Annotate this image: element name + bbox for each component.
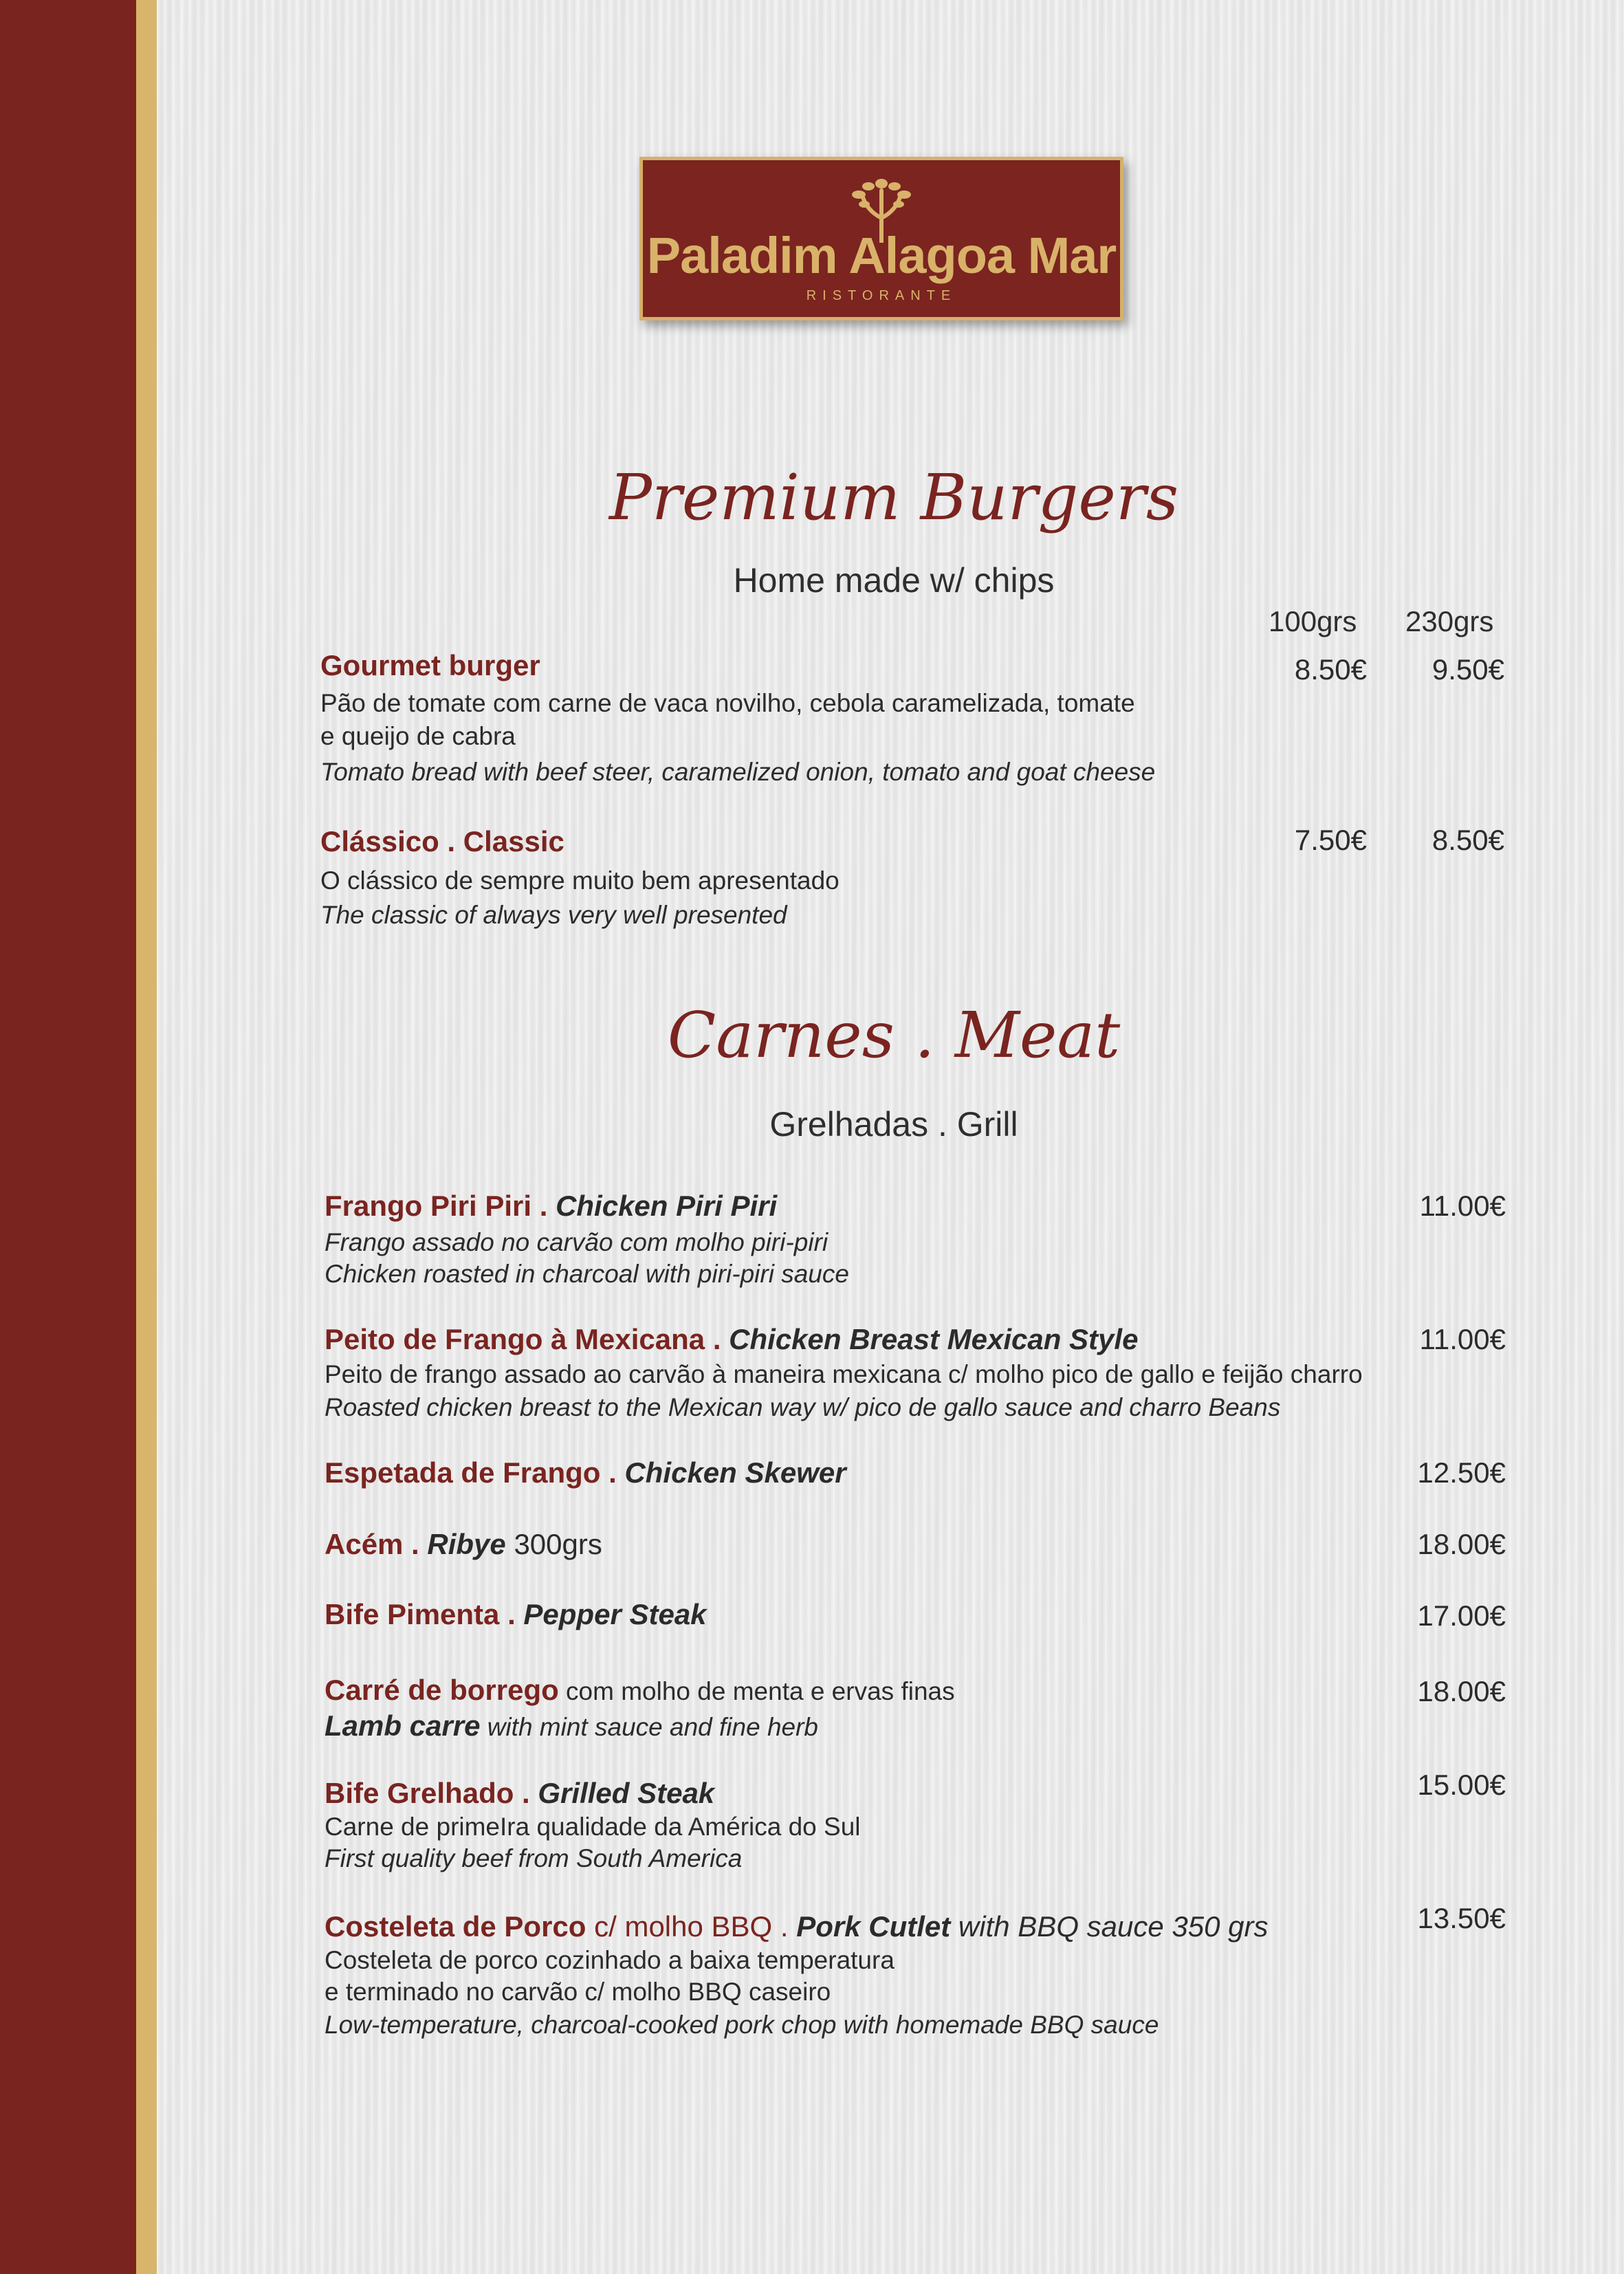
brand-subtitle: RISTORANTE bbox=[806, 288, 957, 303]
left-border-stripe bbox=[0, 0, 136, 2274]
section-title-burgers: Premium Burgers bbox=[608, 461, 1179, 534]
menu-item-description-en: Chicken roasted in charcoal with piri-piri sauce bbox=[325, 1260, 849, 1288]
menu-item-price: 8.50€ bbox=[1294, 653, 1367, 686]
section-title-meat: Carnes . Meat bbox=[667, 998, 1121, 1072]
menu-item-description: Carne de primeIra qualidade da América do Sul bbox=[325, 1813, 861, 1841]
column-header-230grs: 230grs bbox=[1405, 605, 1494, 637]
menu-item-price: 7.50€ bbox=[1294, 824, 1367, 856]
menu-item-description: e queijo de cabra bbox=[320, 722, 516, 750]
menu-item-description-en: Low-temperature, charcoal-cooked pork chop with homemade BBQ sauce bbox=[325, 2011, 1159, 2039]
menu-item-description: O clássico de sempre muito bem apresentado bbox=[320, 866, 840, 895]
menu-item-description: Frango assado no carvão com molho piri-piri bbox=[325, 1228, 829, 1256]
menu-item-price: 9.50€ bbox=[1431, 653, 1504, 686]
menu-item-price: 18.00€ bbox=[1417, 1528, 1506, 1560]
menu-item-name: Gourmet burger bbox=[320, 649, 540, 681]
menu-item-name: Acém . Ribye 300grs bbox=[325, 1528, 602, 1560]
left-gold-stripe bbox=[136, 0, 157, 2274]
restaurant-logo bbox=[639, 157, 1123, 320]
menu-item-price: 18.00€ bbox=[1417, 1675, 1506, 1707]
menu-item-price: 12.50€ bbox=[1417, 1456, 1506, 1489]
menu-item-price: 8.50€ bbox=[1431, 824, 1504, 856]
menu-item-price: 15.00€ bbox=[1417, 1769, 1506, 1801]
menu-item-description: e terminado no carvão c/ molho BBQ caseiro bbox=[325, 1978, 831, 2006]
menu-item-description-en: Roasted chicken breast to the Mexican way w/ pico de gallo sauce and charro Beans bbox=[325, 1393, 1281, 1421]
brand-name: Paladim Alagoa Mar bbox=[646, 227, 1117, 284]
menu-item-name: Bife Pimenta . Pepper Steak bbox=[325, 1598, 707, 1630]
menu-item-name: Frango Piri Piri . Chicken Piri Piri bbox=[325, 1190, 778, 1222]
menu-item-price: 11.00€ bbox=[1419, 1323, 1506, 1355]
menu-item-name: Bife Grelhado . Grilled Steak bbox=[325, 1777, 715, 1809]
menu-item-name: Espetada de Frango . Chicken Skewer bbox=[325, 1456, 846, 1489]
menu-item-name: Clássico . Classic bbox=[320, 825, 564, 857]
menu-item-name: Costeleta de Porco c/ molho BBQ . Pork Cutlet with BBQ sauce 350 grs bbox=[325, 1910, 1269, 1943]
menu-item-name: Carré de borrego com molho de menta e ervas finas bbox=[325, 1674, 955, 1706]
section-subtitle-meat: Grelhadas . Grill bbox=[769, 1105, 1018, 1144]
menu-item-description-en: Lamb carre with mint sauce and fine herb bbox=[325, 1709, 819, 1742]
menu-item-name: Peito de Frango à Mexicana . Chicken Breast Mexican Style bbox=[325, 1323, 1139, 1355]
menu-item-price: 13.50€ bbox=[1417, 1902, 1506, 1934]
section-subtitle-burgers: Home made w/ chips bbox=[733, 561, 1055, 600]
menu-item-description-en: The classic of always very well presented bbox=[320, 901, 787, 929]
menu-item-description: Peito de frango assado ao carvão à maneira mexicana c/ molho pico de gallo e feijão charro bbox=[325, 1360, 1363, 1388]
menu-item-description: Pão de tomate com carne de vaca novilho, cebola caramelizada, tomate bbox=[320, 689, 1135, 717]
menu-item-description-en: Tomato bread with beef steer, caramelized onion, tomato and goat cheese bbox=[320, 758, 1156, 786]
menu-item-price: 11.00€ bbox=[1419, 1190, 1506, 1222]
menu-item-price: 17.00€ bbox=[1417, 1599, 1506, 1632]
menu-item-description: Costeleta de porco cozinhado a baixa temperatura bbox=[325, 1946, 895, 1974]
menu-item-description-en: First quality beef from South America bbox=[325, 1844, 743, 1872]
column-header-100grs: 100grs bbox=[1269, 605, 1357, 637]
